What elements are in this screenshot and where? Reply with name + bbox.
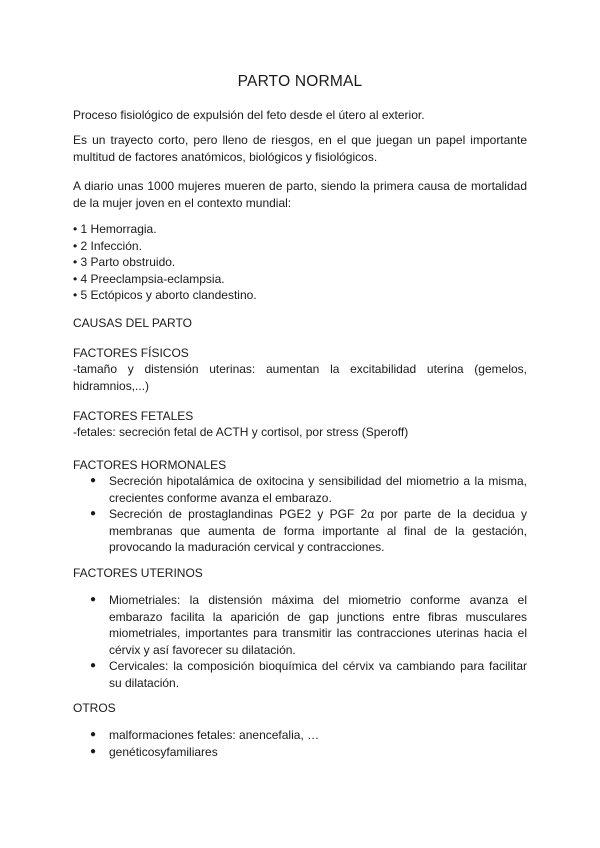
list-item: • 3 Parto obstruido. — [73, 255, 176, 269]
hormonal-factors-heading: FACTORES HORMONALES — [73, 458, 227, 472]
bullet-icon: ● — [90, 745, 97, 757]
bullet-icon: ● — [90, 729, 97, 740]
bullet-icon: ● — [90, 594, 97, 605]
list-item: • 4 Preeclampsia-eclampsia. — [73, 271, 225, 286]
physical-factors-heading: FACTORES FÍSICOS — [73, 346, 189, 360]
uterine-factors-list — [73, 592, 527, 691]
list-item-text: Miometriales: la distensión máxima del miometrio conforme avanza el embarazo facilita la aparición de gap junctions entre fibras musculares miometriales, importantes para transmitir las contracciones uterinas hacia el cérvix y así favorecer su dilatación. — [109, 593, 527, 657]
mortality-causes-list — [73, 221, 527, 304]
list-item — [73, 658, 527, 691]
physical-factors-text: -tamaño y distensión uterinas: aumentan la excitabilidad uterina (gemelos, hidramnios,...) — [73, 362, 527, 393]
list-item-text: Cervicales: la composición bioquímica del cérvix va cambiando para facilitar su dilatación. — [109, 659, 527, 690]
list-item — [73, 727, 527, 744]
fetal-factors-text: -fetales: secreción fetal de ACTH y cortisol, por stress (Speroff) — [73, 425, 409, 439]
bullet-icon: ● — [90, 475, 97, 486]
uterine-factors-heading: FACTORES UTERINOS — [73, 566, 203, 580]
mortality-paragraph: A diario unas 1000 mujeres mueren de parto, siendo la primera causa de mortalidad de la mujer joven en el contexto mundial: — [73, 179, 527, 210]
list-item: • 1 Hemorragia. — [73, 222, 157, 236]
list-item-text: genéticosyfamiliares — [109, 744, 218, 759]
hormonal-factors-list — [73, 473, 527, 556]
page-title: PARTO NORMAL — [237, 73, 363, 90]
list-item-text: Secreción de prostaglandinas PGE2 y PGF 2α por parte de la decidua y membranas que aumenta de forma importante al final de la gestación, provocando la maduración cervical y contracciones. — [109, 507, 527, 554]
list-item-text: malformaciones fetales: anencefalia, … — [109, 728, 320, 742]
bullet-icon: ● — [90, 660, 97, 671]
fetal-factors-heading: FACTORES FETALES — [73, 409, 194, 423]
risks-paragraph: Es un trayecto corto, pero lleno de riesgos, en el que juegan un papel importante multitud de factores anatómicos, biológicos y fisiológicos. — [73, 133, 527, 164]
list-item — [73, 592, 527, 658]
bullet-icon: ● — [90, 508, 97, 519]
intro-paragraph: Proceso fisiológico de expulsión del feto desde el útero al exterior. — [73, 108, 425, 122]
causes-heading: CAUSAS DEL PARTO — [73, 316, 192, 330]
list-item — [73, 473, 527, 506]
list-item: • 5 Ectópicos y aborto clandestino. — [73, 288, 257, 302]
other-factors-list — [73, 727, 527, 760]
list-item: • 2 Infección. — [73, 238, 142, 253]
list-item-text: Secreción hipotalámica de oxitocina y sensibilidad del miometrio a la misma, crecientes conforme avanza el embarazo. — [109, 474, 527, 505]
list-item — [73, 744, 527, 761]
other-factors-heading: OTROS — [73, 701, 116, 715]
list-item — [73, 506, 527, 556]
